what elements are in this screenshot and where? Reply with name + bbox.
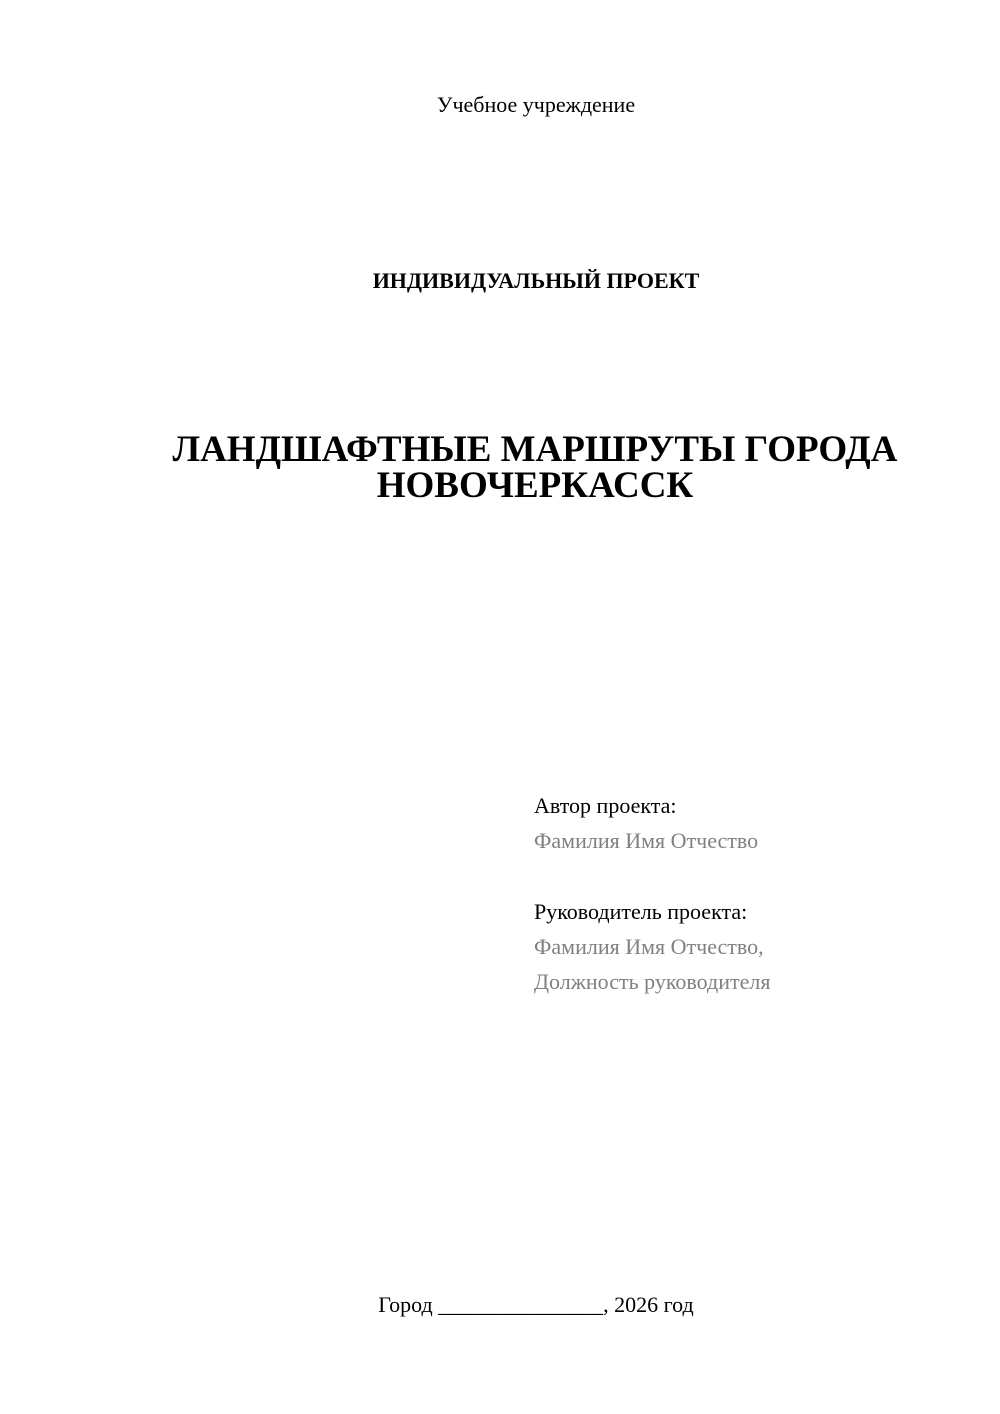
supervisor-name: Фамилия Имя Отчество, bbox=[534, 934, 764, 959]
supervisor-label: Руководитель проекта: bbox=[534, 899, 748, 924]
project-type: ИНДИВИДУАЛЬНЫЙ ПРОЕКТ bbox=[372, 268, 700, 293]
project-info-block bbox=[534, 788, 974, 999]
author-label: Автор проекта: bbox=[534, 793, 677, 818]
author-name: Фамилия Имя Отчество bbox=[534, 828, 759, 853]
info-spacer bbox=[534, 858, 974, 894]
project-title bbox=[120, 429, 950, 506]
project-title-line-2: НОВОЧЕРКАССК bbox=[376, 465, 694, 506]
city-year-line: Город _______________, 2026 год bbox=[378, 1292, 694, 1317]
institution-name: Учебное учреждение bbox=[436, 92, 636, 117]
project-title-line-1: ЛАНДШАФТНЫЕ МАРШРУТЫ ГОРОДА bbox=[172, 429, 898, 470]
supervisor-position: Должность руководителя bbox=[534, 969, 771, 994]
